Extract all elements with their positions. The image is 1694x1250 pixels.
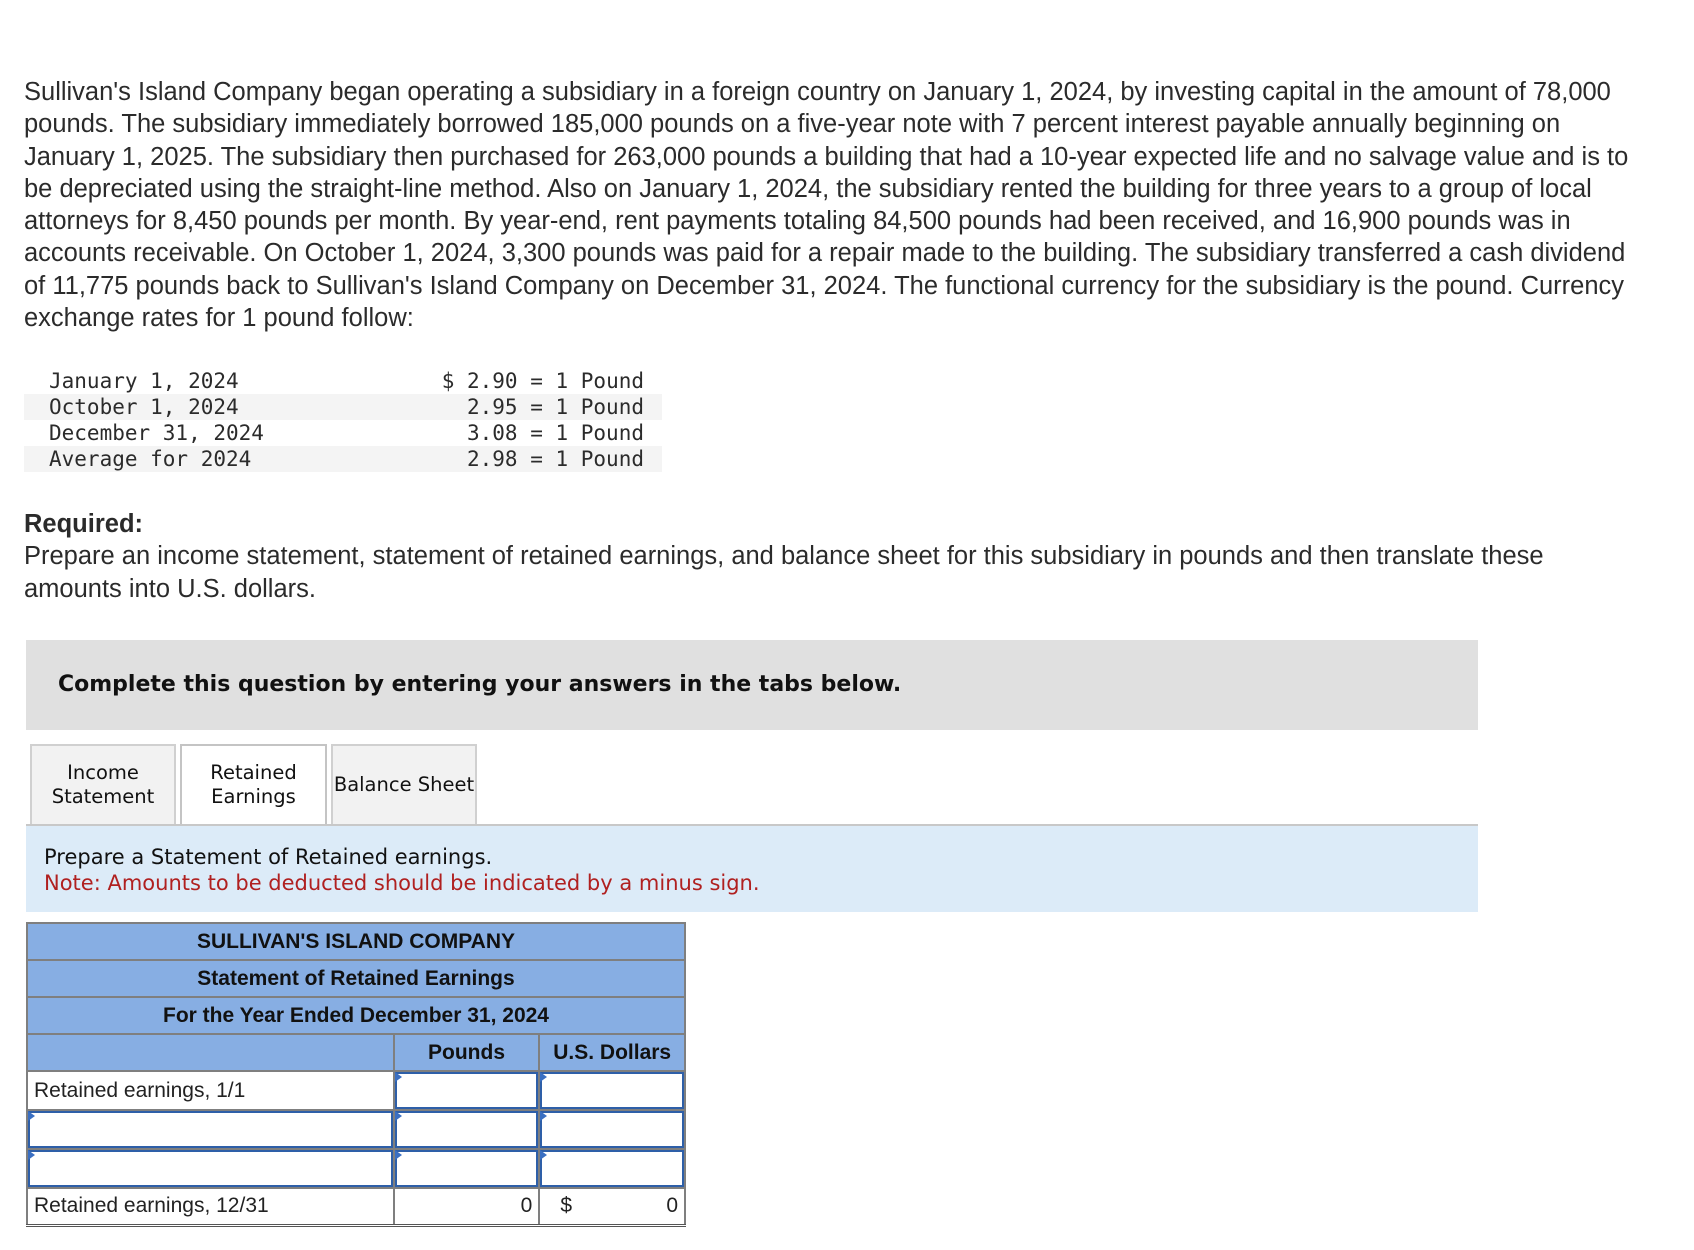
problem-content <box>24 76 1644 605</box>
table-row <box>27 1110 685 1149</box>
instruction-note: Note: Amounts to be deducted should be indicated by a minus sign. <box>44 871 760 895</box>
row-3-pounds-input[interactable] <box>395 1150 539 1187</box>
tab-income-statement[interactable] <box>30 744 176 826</box>
dollar-sign: $ <box>560 1194 573 1218</box>
row-2-dollars-input[interactable] <box>540 1111 684 1148</box>
rate-row <box>24 394 662 420</box>
tab-retained-earnings[interactable] <box>180 744 327 826</box>
rate-value: 2.98 = 1 Pound <box>434 446 662 472</box>
beginning-pounds-input[interactable] <box>395 1072 539 1109</box>
company-name: SULLIVAN'S ISLAND COMPANY <box>27 923 685 960</box>
rate-row <box>24 368 662 394</box>
row-2-label-input[interactable] <box>28 1111 393 1148</box>
rate-date: October 1, 2024 <box>24 394 434 420</box>
column-header-label <box>27 1034 394 1071</box>
ending-dollars-cell <box>539 1188 685 1225</box>
problem-paragraph: Sullivan's Island Company began operating a subsidiary in a foreign country on January 1, 2024, by investing capital in the amount of 78,000 pounds. The subsidiary immediately borrowed 185,000 pounds on a five-year note with 7 percent interest payable annually beginning on January 1, 2025. The subsidiary then purchased for 263,000 pounds a building that had a 10-year expected life and no salvage value and is to be depreciated using the straight-line method. Also on January 1, 2024, the subsidiary rented the building for three years to a group of local attorneys for 8,450 pounds per month. By year-end, rent payments totaling 84,500 pounds had been received, and 16,900 pounds was in accounts receivable. On October 1, 2024, 3,300 pounds was paid for a repair made to the building. The subsidiary transferred a cash dividend of 11,775 pounds back to Sullivan's Island Company on December 31, 2024. The functional currency for the subsidiary is the pound. Currency exchange rates for 1 pound follow: <box>24 78 1629 333</box>
ending-pounds-value: 0 <box>394 1188 540 1225</box>
rate-row <box>24 420 662 446</box>
rate-date: January 1, 2024 <box>49 369 239 394</box>
instruction-text: Prepare a Statement of Retained earnings. <box>44 845 493 869</box>
rate-date: Average for 2024 <box>24 446 434 472</box>
row-3-dollars-input[interactable] <box>540 1150 684 1187</box>
rate-value: 3.08 = 1 Pound <box>466 421 644 446</box>
tab-label: Earnings <box>211 785 296 808</box>
tab-balance-sheet[interactable] <box>331 744 477 826</box>
beginning-dollars-input[interactable] <box>540 1072 684 1109</box>
row-3-label-input[interactable] <box>28 1150 393 1187</box>
rate-value: $ 2.90 = 1 Pound <box>441 369 644 394</box>
statement-period: For the Year Ended December 31, 2024 <box>27 997 685 1034</box>
table-row <box>27 1188 685 1225</box>
column-header-dollars: U.S. Dollars <box>539 1034 685 1071</box>
statement-title: Statement of Retained Earnings <box>27 960 685 997</box>
instruction-panel <box>26 826 1478 912</box>
tab-label: Income <box>67 761 139 784</box>
row-2-pounds-input[interactable] <box>395 1111 539 1148</box>
row-label-ending-retained-earnings: Retained earnings, 12/31 <box>27 1188 394 1225</box>
column-header-pounds: Pounds <box>394 1034 540 1071</box>
rate-row <box>24 446 662 472</box>
rate-date: December 31, 2024 <box>49 421 264 446</box>
tab-label: Statement <box>51 785 155 808</box>
required-heading: Required: <box>24 510 144 539</box>
retained-earnings-statement <box>26 922 686 1227</box>
row-label-beginning-retained-earnings: Retained earnings, 1/1 <box>27 1071 394 1110</box>
table-row <box>27 1149 685 1188</box>
tab-label: Retained <box>210 761 297 784</box>
tab-label: Balance Sheet <box>333 773 475 796</box>
table-row <box>27 1071 685 1110</box>
required-text: Prepare an income statement, statement of retained earnings, and balance sheet for this subsidiary in pounds and then translate these amounts into U.S. dollars. <box>24 542 1544 603</box>
rate-value: 2.95 = 1 Pound <box>434 394 662 420</box>
instructions-banner: Complete this question by entering your answers in the tabs below. <box>26 640 1478 730</box>
ending-dollars-value: 0 <box>666 1194 678 1218</box>
exchange-rates-table <box>24 368 662 472</box>
